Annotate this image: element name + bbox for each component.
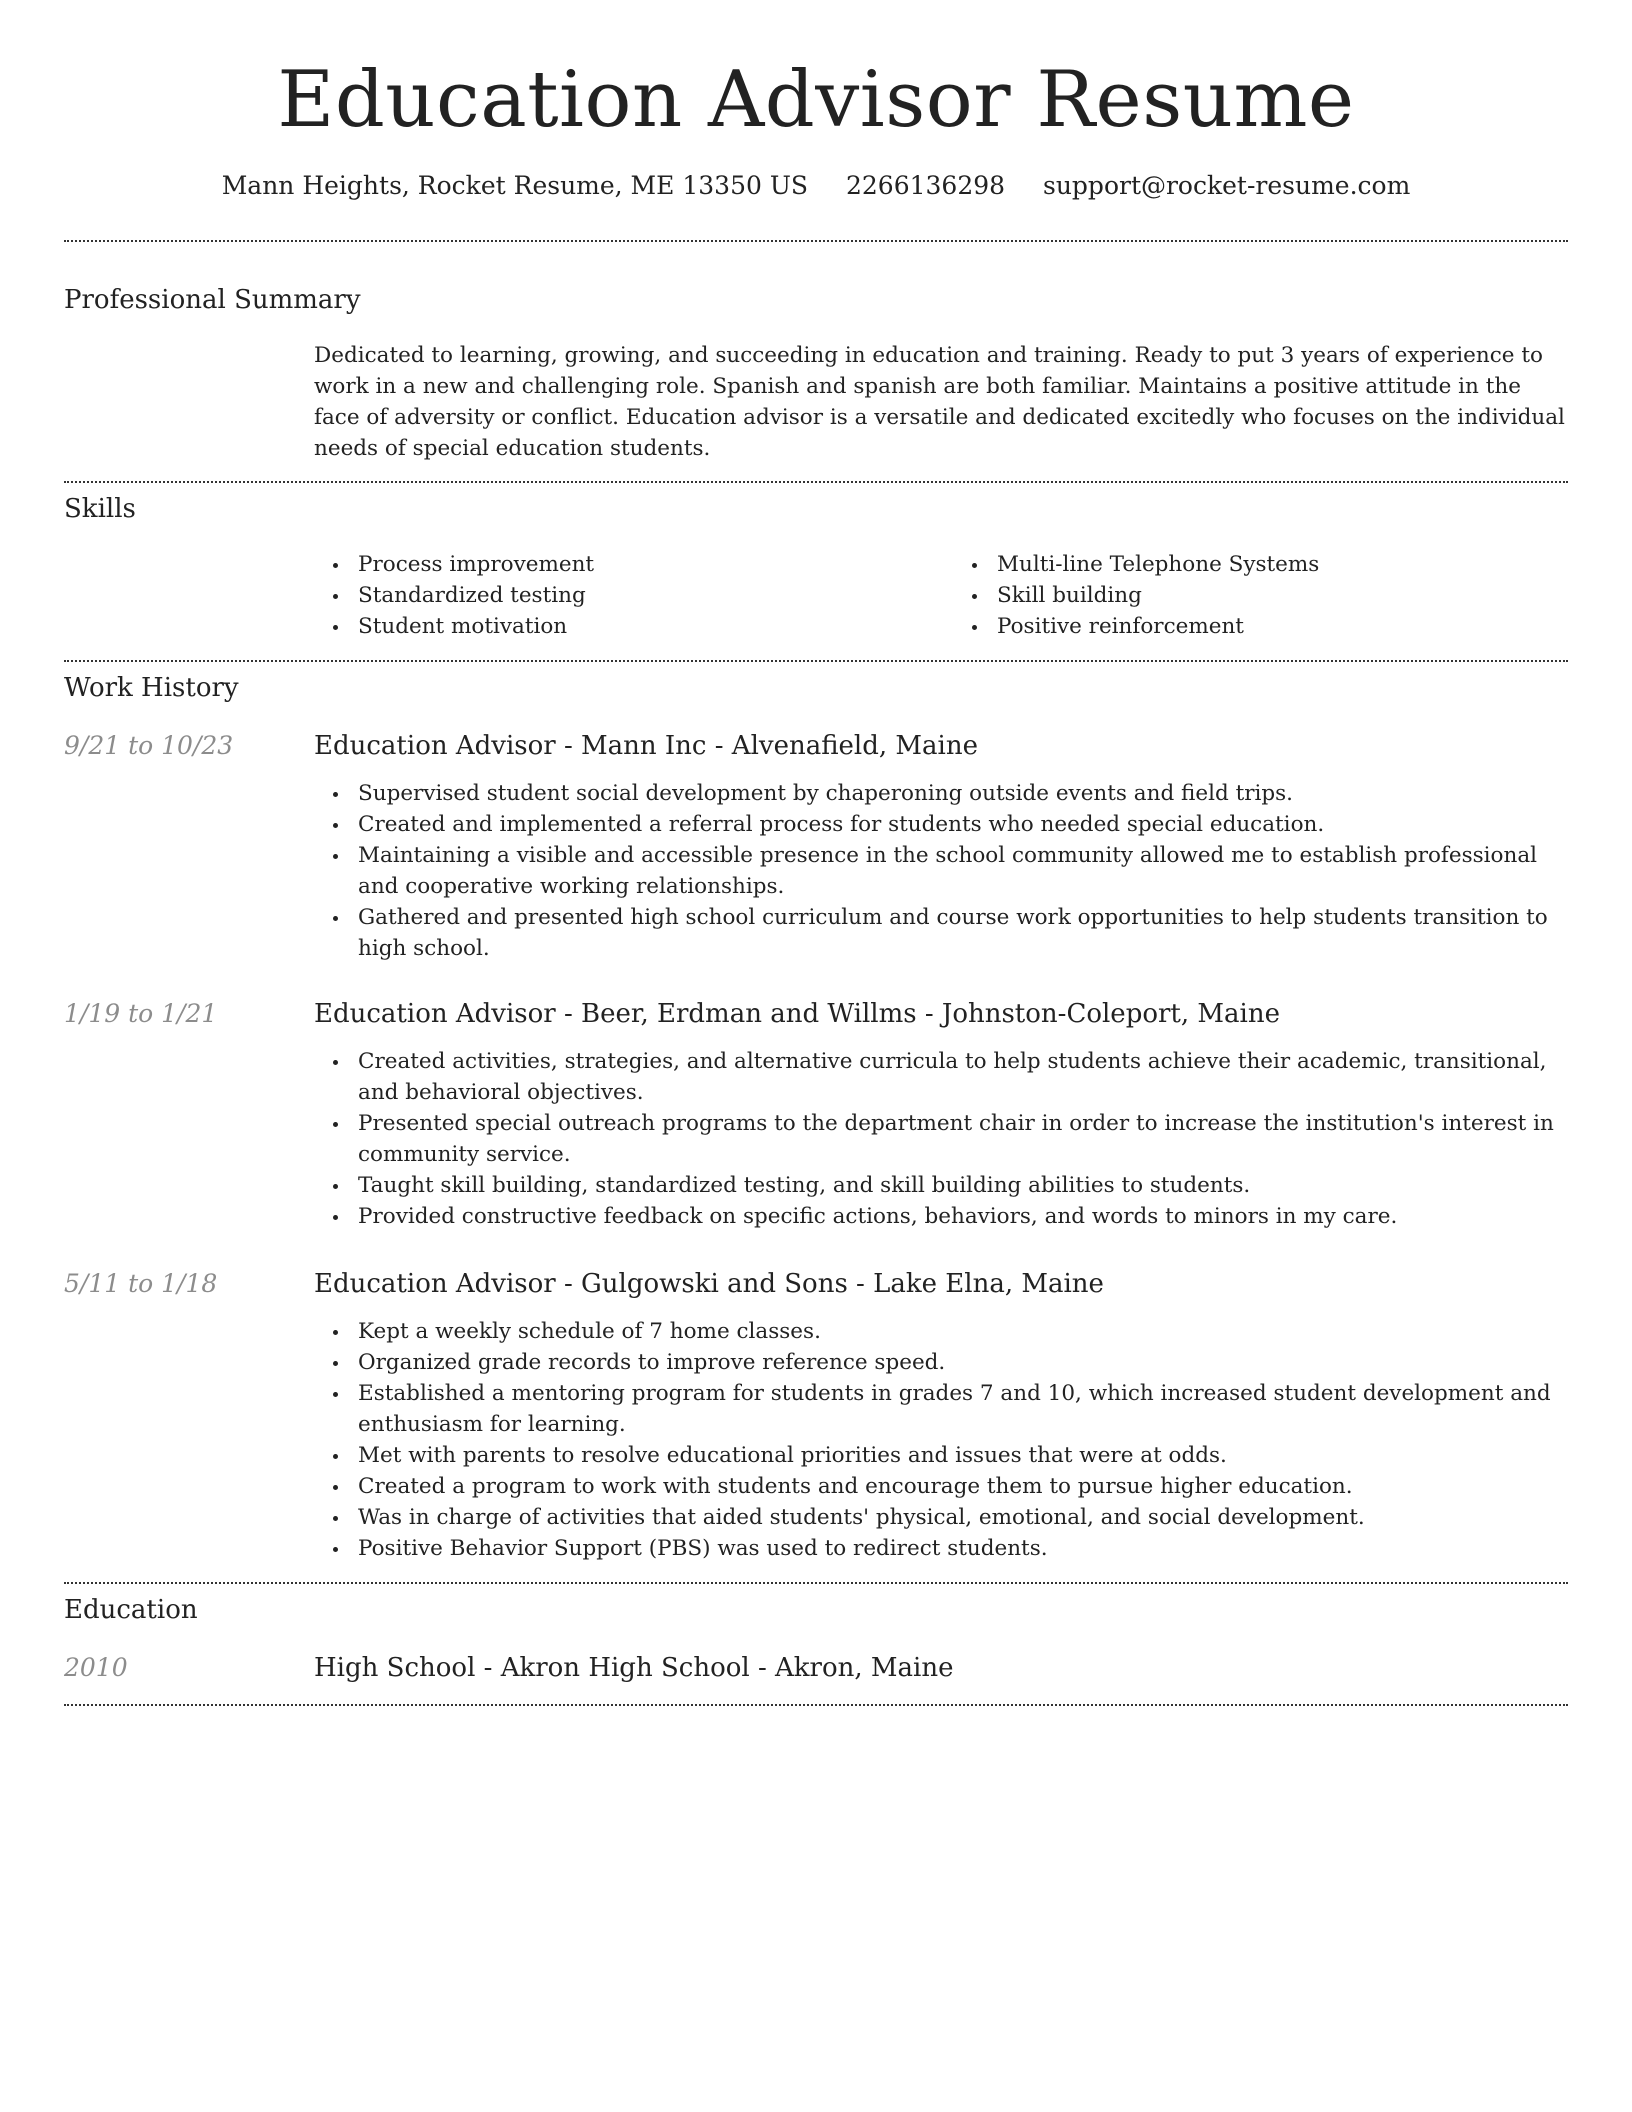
job-bullet: Kept a weekly schedule of 7 home classes. bbox=[358, 1316, 1568, 1347]
job-bullets bbox=[314, 1046, 1568, 1232]
contact-phone: 2266136298 bbox=[845, 171, 1006, 200]
job-bullet: Positive Behavior Support (PBS) was used to redirect students. bbox=[358, 1533, 1568, 1564]
contact-line bbox=[64, 170, 1568, 202]
skills-divider bbox=[64, 660, 1568, 662]
contact-email[interactable]: support@rocket-resume.com bbox=[1043, 171, 1411, 200]
skills-heading: Skills bbox=[64, 494, 136, 524]
summary-heading: Professional Summary bbox=[64, 285, 361, 315]
job-title: Education Advisor - Mann Inc - Alvenafield, Maine bbox=[314, 731, 978, 761]
job-dates: 9/21 to 10/23 bbox=[64, 731, 234, 760]
job-title: Education Advisor - Beer, Erdman and Willms - Johnston-Coleport, Maine bbox=[314, 999, 1280, 1029]
skills-column-left bbox=[314, 549, 929, 642]
summary-divider bbox=[64, 481, 1568, 483]
skill-item: Multi-line Telephone Systems bbox=[997, 549, 1568, 580]
skill-item: Student motivation bbox=[358, 611, 929, 642]
job-bullet: Supervised student social development by chaperoning outside events and field trips. bbox=[358, 778, 1568, 809]
skills-list bbox=[314, 549, 1568, 642]
skill-item: Process improvement bbox=[358, 549, 929, 580]
job-bullet: Organized grade records to improve reference speed. bbox=[358, 1347, 1568, 1378]
skill-item: Standardized testing bbox=[358, 580, 929, 611]
education-title: High School - Akron High School - Akron, Maine bbox=[314, 1653, 954, 1683]
job-bullet: Met with parents to resolve educational priorities and issues that were at odds. bbox=[358, 1440, 1568, 1471]
job-bullet: Gathered and presented high school curriculum and course work opportunities to help students transition to high school. bbox=[358, 902, 1568, 964]
education-heading: Education bbox=[64, 1595, 198, 1625]
job-bullet: Created and implemented a referral process for students who needed special education. bbox=[358, 809, 1568, 840]
job-dates: 1/19 to 1/21 bbox=[64, 999, 218, 1028]
summary-text: Dedicated to learning, growing, and succeeding in education and training. Ready to put 3 years of experience to work in a new and challenging role. Spanish and spanish are both familiar. Maintains a positive attitude in the face of adversity or conflict. Education advisor is a versatile and dedicated excitedly who focuses on the individual needs of special education students. bbox=[314, 343, 1565, 461]
job-bullet: Maintaining a visible and accessible presence in the school community allowed me to establish professional and cooperative working relationships. bbox=[358, 840, 1568, 902]
education-divider bbox=[64, 1704, 1568, 1706]
job-bullet: Was in charge of activities that aided students' physical, emotional, and social development. bbox=[358, 1502, 1568, 1533]
job-bullet: Created a program to work with students and encourage them to pursue higher education. bbox=[358, 1471, 1568, 1502]
work-divider bbox=[64, 1582, 1568, 1584]
header-divider bbox=[64, 240, 1568, 242]
job-bullet: Taught skill building, standardized testing, and skill building abilities to students. bbox=[358, 1170, 1568, 1201]
job-bullets bbox=[314, 1316, 1568, 1564]
page-title: Education Advisor Resume bbox=[277, 55, 1355, 145]
job-bullet: Established a mentoring program for students in grades 7 and 10, which increased student development and enthusiasm for learning. bbox=[358, 1378, 1568, 1440]
job-title: Education Advisor - Gulgowski and Sons - Lake Elna, Maine bbox=[314, 1269, 1104, 1299]
work-heading: Work History bbox=[64, 673, 239, 703]
job-bullet: Provided constructive feedback on specific actions, behaviors, and words to minors in my care. bbox=[358, 1201, 1568, 1232]
contact-address: Mann Heights, Rocket Resume, ME 13350 US bbox=[221, 171, 809, 200]
job-bullet: Presented special outreach programs to the department chair in order to increase the institution's interest in community service. bbox=[358, 1108, 1568, 1170]
job-bullet: Created activities, strategies, and alternative curricula to help students achieve their academic, transitional, and behavioral objectives. bbox=[358, 1046, 1568, 1108]
skill-item: Positive reinforcement bbox=[997, 611, 1568, 642]
skill-item: Skill building bbox=[997, 580, 1568, 611]
job-bullets bbox=[314, 778, 1568, 964]
job-dates: 5/11 to 1/18 bbox=[64, 1269, 218, 1298]
education-year: 2010 bbox=[64, 1653, 128, 1682]
skills-column-right bbox=[953, 549, 1568, 642]
